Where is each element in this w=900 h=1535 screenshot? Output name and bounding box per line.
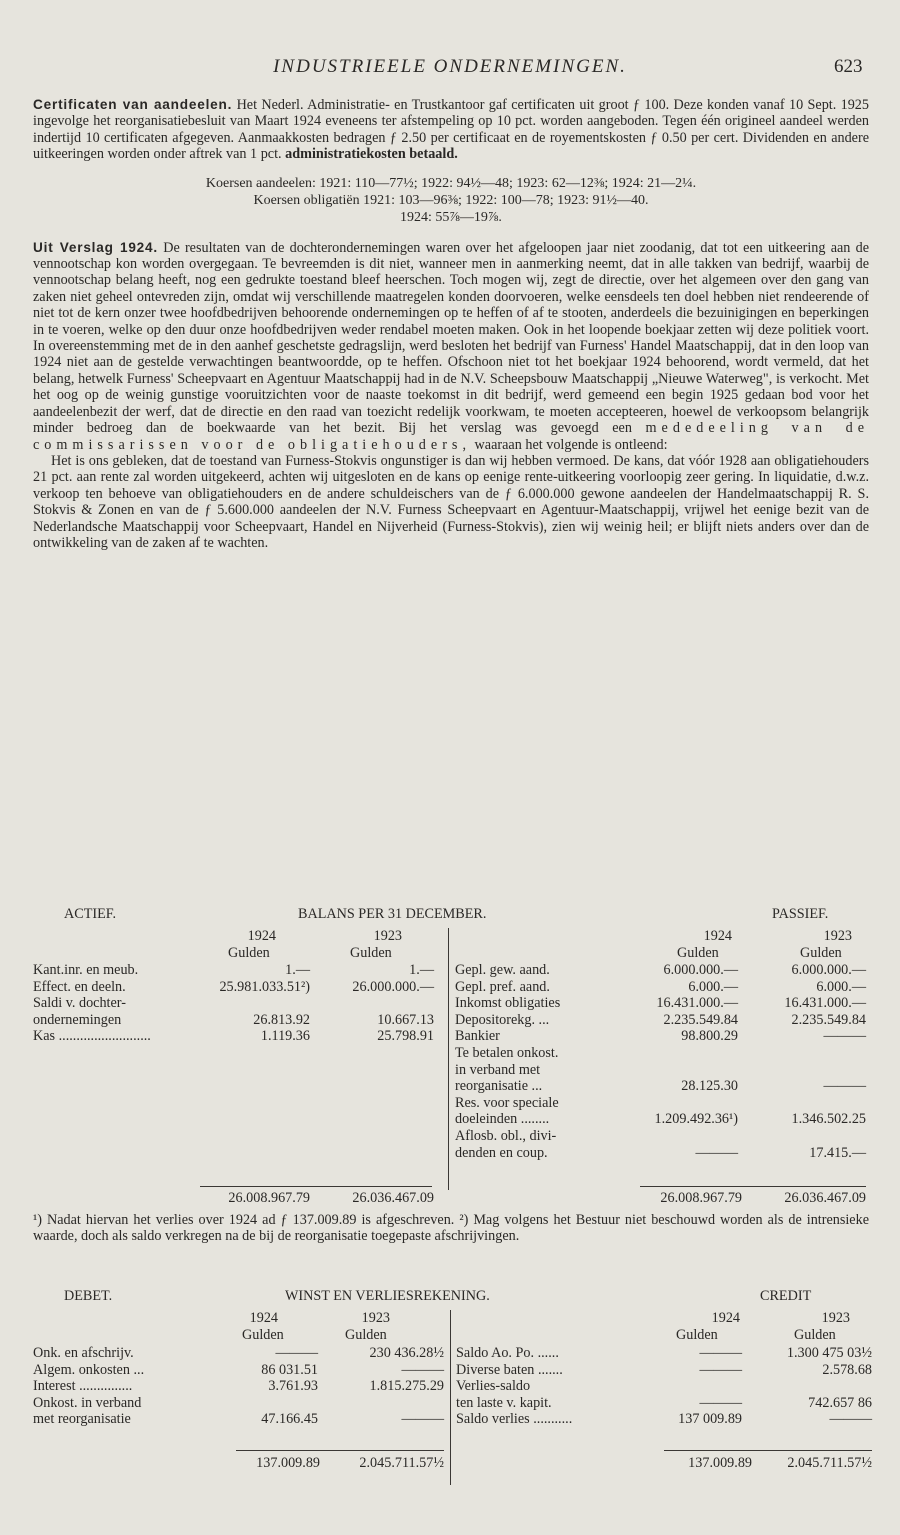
verslag-spaced-text: mededeeling van de commissarissen voor de obligatiehouders, [33, 420, 869, 453]
balans-year-1924-left: 1924 [247, 928, 276, 944]
actief-row-label: Effect. en deeln. [33, 978, 126, 995]
winst-year-1924-right: 1924 [711, 1310, 740, 1326]
certificaten-text-bold: administratiekosten betaald. [285, 146, 458, 163]
winst-total-left-1923: 2.045.711.57½ [359, 1455, 444, 1471]
credit-row-label: ten laste v. kapit. [456, 1394, 552, 1411]
credit-row-value-1924: ——— [699, 1361, 742, 1378]
debet-row-value-1923: ——— [401, 1361, 444, 1378]
balans-unit-2: Gulden [350, 945, 392, 961]
debet-row-value-1923: ——— [401, 1411, 444, 1428]
passief-row-value-1924: 2.235.549.84 [663, 1011, 738, 1028]
winst-unit-2: Gulden [345, 1327, 387, 1343]
actief-row-label: ondernemingen [33, 1011, 122, 1028]
passief-row-value-1923: 6.000.— [816, 978, 866, 995]
passief-row-label: Inkomst obligaties [455, 995, 561, 1012]
credit-row-label: Verlies-saldo [456, 1378, 531, 1395]
balans-unit-3: Gulden [677, 945, 719, 961]
actief-row-value-1924: 1.— [285, 962, 310, 978]
winst-total-left-1924: 137.009.89 [256, 1455, 320, 1471]
balans-year-1923-right: 1923 [823, 928, 852, 944]
passief-row-label: denden en coup. [455, 1144, 548, 1161]
passief-row-value-1924: 1.209.492.36¹) [654, 1111, 738, 1128]
passief-row-value-1923: 16.431.000.— [784, 995, 866, 1012]
actief-row-value-1923: 25.798.91 [377, 1028, 434, 1045]
certificaten-text: Het Nederl. Administratie- en Trustkantoor gaf certificaten uit groot ƒ 100. Deze konden vanaf 10 Sept. 1925 ingevolge het reorganisatiebesluit van Maart 1924 eveneens ter afstempeling op 10 pct. worden aangeboden. Tegen één origineel aandeel werden indertijd 10 certificaten afgegeven. Aanmaakkosten bedragen ƒ 2.50 per certificaat en de royementskosten ƒ 0.50 per cert. Dividenden en andere uitkeeringen worden onder aftrek van 1 pct. [33, 97, 869, 163]
credit-row-value-1924: ——— [699, 1394, 742, 1411]
winst-total-rule-left [236, 1450, 444, 1451]
passief-row-label: Aflosb. obl., divi- [455, 1128, 557, 1144]
balans-unit-4: Gulden [800, 945, 842, 961]
passief-row-value-1924: ——— [695, 1144, 738, 1161]
balans-total-left-1924: 26.008.967.79 [228, 1190, 310, 1206]
passief-row-value-1923: 17.415.— [809, 1144, 866, 1161]
actief-row-value-1924: 26.813.92 [253, 1011, 310, 1028]
passief-row-label: Te betalen onkost. [455, 1045, 559, 1061]
balans-total-right-1924: 26.008.967.79 [660, 1190, 742, 1206]
winst-total-right-1924: 137.009.89 [688, 1455, 752, 1471]
actief-heading: ACTIEF. [64, 906, 117, 922]
passief-row-value-1923: 2.235.549.84 [791, 1011, 866, 1028]
koersen-aandeelen: Koersen aandeelen: 1921: 110—77½; 1922: 94½—48; 1923: 62—12⅜; 1924: 21—2¼. [205, 175, 697, 191]
passief-row-label: Res. voor speciale [455, 1094, 559, 1111]
passief-row-label: reorganisatie ... [455, 1078, 543, 1095]
balans-total-left-1923: 26.036.467.09 [352, 1190, 434, 1206]
winst-title: WINST EN VERLIESREKENING. [285, 1288, 490, 1304]
passief-row-value-1923: 6.000.000.— [791, 962, 866, 978]
passief-row-value-1924: 16.431.000.— [656, 995, 738, 1012]
passief-row-label: Depositorekg. ... [455, 1011, 550, 1028]
debet-row-label: met reorganisatie [33, 1411, 131, 1428]
actief-row-label: Saldi v. dochter- [33, 995, 126, 1012]
winst-year-1923-left: 1923 [361, 1310, 390, 1326]
actief-row-value-1924: 1.119.36 [260, 1028, 310, 1045]
balans-total-right-1923: 26.036.467.09 [784, 1190, 866, 1206]
passief-row-value-1923: ——— [823, 1028, 866, 1045]
koersen-obligatien: Koersen obligatiën 1921: 103—96⅜; 1922: 100—78; 1923: 91½—40. [253, 192, 649, 208]
passief-heading: PASSIEF. [772, 906, 829, 922]
runin-verslag: Uit Verslag 1924. [33, 239, 158, 255]
verslag-paragraph-2: Het is ons gebleken, dat de toestand van Furness-Stokvis ongunstiger is dan wij hebben vermoed. De kans, dat vóór 1928 aan obligatiehouders 21 pct. aan rente zal worden uitgekeerd, achten wij uitgesloten en de kans op eenige rente-uitkeering voorloopig zeer gering. In liquidatie, d.w.z. verkoop ten behoeve van obligatiehouders en de andere schuldeischers van de ƒ 6.000.000 gewone aandeelen der Handelmaatschappij R. S. Stokvis & Zonen en van de ƒ 5.600.000 aandeelen der N.V. Furness Scheepvaart en Agentuur-Maatschappij, vrijwel het eenige bezit van de Nederlandsche Maatschappij voor Scheepvaart, Handel en Nijverheid (Furness-Stokvis), zien wij weinig heil; er blijft niets anders over dan de ontwikkeling van de zaken af te wachten. [33, 452, 869, 551]
credit-row-label: Diverse baten ....... [456, 1361, 563, 1378]
winst-center-rule [450, 1310, 451, 1485]
debet-row-label: Onk. en afschrijv. [33, 1345, 134, 1361]
debet-row-value-1923: 230 436.28½ [369, 1345, 444, 1361]
passief-row-value-1924: 28.125.30 [681, 1078, 738, 1095]
credit-row-label: Saldo verlies ........... [456, 1411, 573, 1428]
winst-unit-3: Gulden [676, 1327, 718, 1343]
winst-year-1923-right: 1923 [821, 1310, 850, 1326]
verslag-text: De resultaten van de dochterondernemingen waren over het afgeloopen jaar niet zoodanig, dat tot een uitkeering aan de vennootschap kon worden overgegaan. Te bevreemden is dit niet, wanneer men in aanmerking neemt, dat in alle takken van bedrijf, waarbij de vennootschap belang heeft, nog een gedrukte toestand bleef heerschen. Toch mogen wij, zegt de directie, over het algemeen over den gang van zaken niet geheel ontevreden zijn, omdat wij verschillende maatregelen konden doorvoeren, welke eensdeels ten doel hebben niet rendeerende of niet tot de kern onzer twee hoofdbedrijven behoorende ondernemingen op te heffen of af te stooten, anderdeels die bezuinigingen en beperkingen in te voeren, welke op den duur onze hoofdbedrijven weder rendabel moeten maken. Ook in het loopende boekjaar zetten wij deze politiek voort. In overeenstemming met de in den aanhef geschetste gedragslijn, werd besloten het bedrijf van Furness' Handel Maatschappij, dat in den loop van 1924 niet aan de gestelde verwachtingen beantwoordde, op te heffen. Ofschoon niet tot het boekjaar 1924 behoorend, wordt vermeld, dat het belang, hetwelk Furness' Scheepvaart en Agentuur Maatschappij had in de N.V. Scheepsbouw Maatschappij „Nieuwe Waterweg", is verkocht. Met het oog op de weinig gunstige vooruitzichten voor de naaste toekomst in dit bedrijf, werd gemeend een begin 1925 gedaan bod voor het aandeelenbezit der werf, dat de directie en den raad van toezicht redelijk voorkwam, te moeten accepteeren, hoewel de verkoopsom belangrijk minder bedroeg dan de boekwaarde van het bezit. Bij het verslag was gevoegd een [33, 239, 869, 437]
debet-row-value-1924: ——— [275, 1345, 318, 1361]
actief-row-value-1924: 25.981.033.51²) [219, 978, 310, 995]
passief-row-label: Gepl. pref. aand. [455, 978, 550, 995]
running-header: INDUSTRIEELE ONDERNEMINGEN. [273, 56, 627, 77]
passief-row-label: doeleinden ........ [455, 1111, 550, 1128]
debet-row-value-1924: 86 031.51 [261, 1361, 318, 1378]
credit-row-value-1924: ——— [699, 1345, 742, 1361]
passief-row-value-1924: 6.000.000.— [663, 962, 738, 978]
passief-row-value-1924: 6.000.— [688, 978, 738, 995]
passief-row-label: Bankier [455, 1028, 500, 1045]
debet-row-value-1924: 3.761.93 [268, 1378, 318, 1395]
credit-row-value-1924: 137 009.89 [678, 1411, 742, 1428]
debet-row-value-1923: 1.815.275.29 [369, 1378, 444, 1395]
koersen-obligatien-1924: 1924: 55⅞—19⅞. [400, 209, 502, 225]
debet-row-label: Onkost. in verband [33, 1394, 142, 1411]
actief-row-value-1923: 10.667.13 [377, 1011, 434, 1028]
winst-year-1924-left: 1924 [249, 1310, 278, 1326]
credit-row-value-1923: 2.578.68 [822, 1361, 872, 1378]
credit-heading: CREDIT [760, 1288, 812, 1304]
credit-row-value-1923: 742.657 86 [808, 1394, 872, 1411]
credit-row-value-1923: 1.300 475 03½ [786, 1345, 872, 1361]
passief-row-value-1924: 98.800.29 [681, 1028, 738, 1045]
debet-row-label: Interest ............... [33, 1378, 133, 1395]
credit-row-value-1923: ——— [829, 1411, 872, 1428]
verslag-text-end: waaraan het volgende is ontleend: [474, 436, 668, 453]
winst-total-rule-right [664, 1450, 872, 1451]
passief-row-value-1923: 1.346.502.25 [791, 1111, 866, 1128]
winst-unit-1: Gulden [242, 1327, 284, 1343]
credit-row-label: Saldo Ao. Po. ...... [456, 1345, 559, 1361]
debet-heading: DEBET. [64, 1288, 113, 1304]
actief-row-label: Kas .......................... [33, 1028, 151, 1045]
balans-title: BALANS PER 31 DECEMBER. [298, 906, 487, 922]
balans-unit-1: Gulden [228, 945, 270, 961]
debet-row-value-1924: 47.166.45 [261, 1411, 318, 1428]
footnotes: ¹) Nadat hiervan het verlies over 1924 ad ƒ 137.009.89 is afgeschreven. ²) Mag volgens het Bestuur niet beschouwd worden als de intrensieke waarde, doch als saldo verkregen na de bij de reorganisatie toegepaste afschrijvingen. [33, 1212, 869, 1245]
passief-row-label: Gepl. gew. aand. [455, 962, 550, 978]
winst-unit-4: Gulden [794, 1327, 836, 1343]
actief-row-value-1923: 26.000.000.— [352, 978, 434, 995]
debet-row-label: Algem. onkosten ... [33, 1361, 145, 1378]
actief-row-value-1923: 1.— [409, 962, 434, 978]
page-number: 623 [834, 56, 863, 77]
balans-year-1923-left: 1923 [373, 928, 402, 944]
balans-year-1924-right: 1924 [703, 928, 732, 944]
passief-row-value-1923: ——— [823, 1078, 866, 1095]
passief-row-label: in verband met [455, 1061, 541, 1078]
winst-total-right-1923: 2.045.711.57½ [787, 1455, 872, 1471]
runin-certificaten: Certificaten van aandeelen. [33, 97, 233, 112]
actief-row-label: Kant.inr. en meub. [33, 962, 139, 978]
